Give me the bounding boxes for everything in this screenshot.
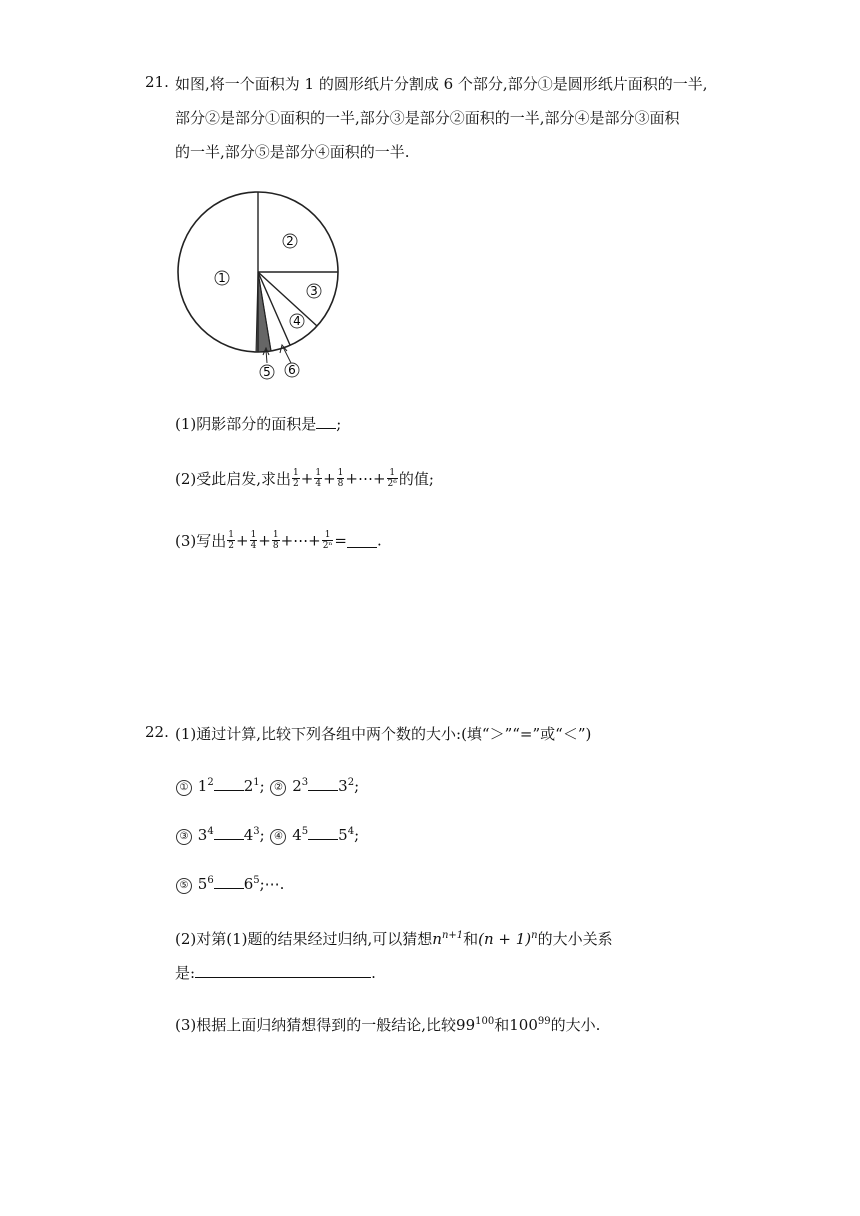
q22-intro: (1)通过计算,比较下列各组中两个数的大小:(填“＞”“=”或“＜”) bbox=[175, 725, 592, 743]
q21-part3-end: . bbox=[376, 531, 382, 550]
fraction-1-8: $\frac{1}{8}$ bbox=[272, 530, 279, 551]
q21-part3-equals: = bbox=[334, 531, 347, 550]
q21-part2: (2)受此启发,求出 $\frac{1}{2}$ + $\frac{1}{4}$ + $\frac{1}{8}$ +⋯+ $\frac{1}{\text{2⁶}}$ 的值; bbox=[175, 468, 434, 489]
q21-part3-prefix: (3)写出 bbox=[175, 532, 227, 550]
circled-5: ⑤ bbox=[176, 878, 192, 894]
fraction-1-2: $\frac{1}{2}$ bbox=[293, 468, 299, 489]
circle-figure bbox=[170, 185, 350, 385]
q22-row2: ③ $3^4$ $4^3$; ④ $4^5$ $5^4$; bbox=[175, 825, 359, 845]
fraction-1-2pow6: $\frac{1}{\text{2⁶}}$ bbox=[387, 468, 397, 489]
q21-number: 21. bbox=[145, 73, 169, 91]
answer-blank[interactable] bbox=[214, 825, 244, 840]
q21-part1 bbox=[175, 413, 341, 434]
answer-blank[interactable] bbox=[214, 874, 244, 889]
circled-3: ③ bbox=[176, 829, 192, 845]
label-3: 3 bbox=[310, 284, 318, 298]
fraction-1-4: $\frac{1}{4}$ bbox=[250, 530, 257, 551]
label-4: 4 bbox=[293, 314, 301, 328]
answer-blank[interactable] bbox=[308, 776, 338, 791]
q21-part1-suffix: ; bbox=[336, 415, 342, 433]
q22-part3: (3)根据上面归纳猜想得到的一般结论,比较$99^{100}$和$100^{99}$的大小. bbox=[175, 1016, 601, 1034]
fraction-1-8: $\frac{1}{8}$ bbox=[337, 468, 344, 489]
answer-blank[interactable] bbox=[316, 414, 336, 429]
q22-part2-line1: (2)对第(1)题的结果经过归纳,可以猜想$n^{n+1}$和$(n + 1)^n$的大小关系 bbox=[175, 930, 613, 948]
q21-part2-prefix: (2)受此启发,求出 bbox=[175, 470, 292, 488]
circled-2: ② bbox=[270, 780, 286, 796]
q22-number: 22. bbox=[145, 723, 169, 741]
fraction-1-2: $\frac{1}{2}$ bbox=[228, 530, 234, 551]
label-5: 5 bbox=[263, 365, 271, 379]
q21-text-line3: 的一半,部分⑤是部分④面积的一半. bbox=[175, 143, 410, 161]
q21-text-line1: 如图,将一个面积为 1 的圆形纸片分割成 6 个部分,部分①是圆形纸片面积的一半, bbox=[175, 75, 708, 93]
label-2: 2 bbox=[286, 234, 294, 248]
answer-blank[interactable] bbox=[308, 825, 338, 840]
q22-part2-line2: 是: . bbox=[175, 964, 376, 982]
q21-text-line2: 部分②是部分①面积的一半,部分③是部分②面积的一半,部分④是部分③面积 bbox=[175, 109, 680, 127]
answer-blank[interactable] bbox=[347, 533, 377, 548]
fraction-1-4: $\frac{1}{4}$ bbox=[315, 468, 322, 489]
circled-4: ④ bbox=[270, 829, 286, 845]
q21-part1-prefix: (1)阴影部分的面积是 bbox=[175, 415, 317, 433]
q22-row3: ⑤ $5^6$ $6^5;\cdots$. bbox=[175, 874, 284, 894]
fraction-1-2pown: $\frac{1}{\text{2ⁿ}}$ bbox=[322, 530, 333, 551]
label-1: 1 bbox=[218, 271, 226, 285]
q21-part3: (3)写出 $\frac{1}{2}$ + $\frac{1}{4}$ + $\frac{1}{8}$ +⋯+ $\frac{1}{\text{2ⁿ}}$ = . bbox=[175, 530, 382, 551]
answer-blank[interactable] bbox=[195, 963, 371, 978]
q22-row1: ① $1^2$ $2^1$; ② $2^3$ $3^2$; bbox=[175, 776, 359, 796]
q21-part2-suffix: 的值; bbox=[398, 470, 434, 488]
arrow-6 bbox=[283, 347, 291, 363]
label-6: 6 bbox=[288, 363, 296, 377]
circled-1: ① bbox=[176, 780, 192, 796]
answer-blank[interactable] bbox=[214, 776, 244, 791]
divider-3-4 bbox=[258, 272, 317, 326]
